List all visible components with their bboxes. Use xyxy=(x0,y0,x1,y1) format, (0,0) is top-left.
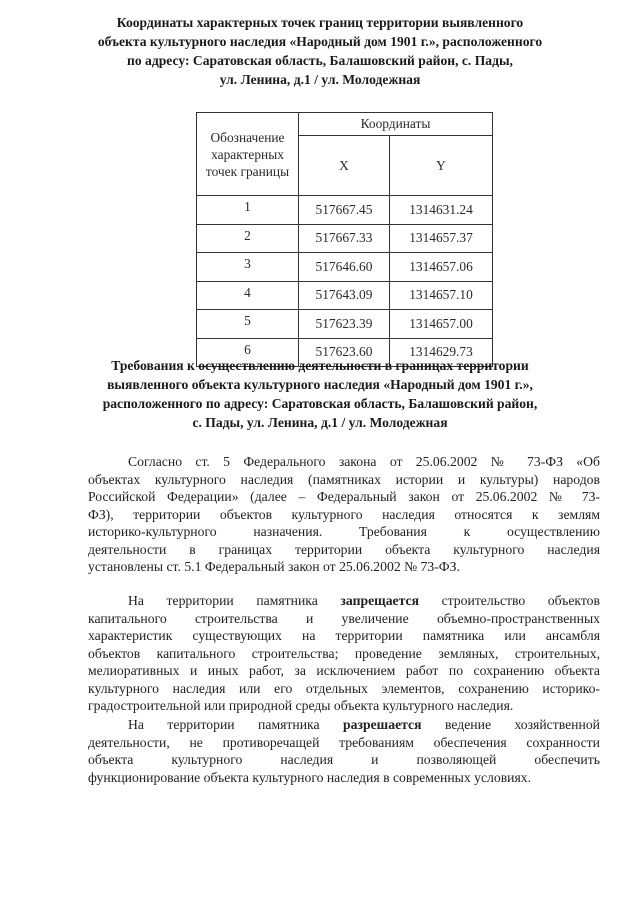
x-value: 517643.09 xyxy=(299,281,390,310)
y-value: 1314657.10 xyxy=(390,281,493,310)
paragraph-line: капитального строительства и увеличение объемно-пространственных xyxy=(88,610,600,626)
paragraph-line: На территории памятника запрещается строительство объектов xyxy=(128,593,600,608)
paragraph-line: деятельности в границах территории объекта культурного наследия xyxy=(88,541,600,557)
paragraph-line: объектов капитального строительства; проведение земляных, строительных, xyxy=(88,645,600,661)
paragraph-line: характеристик существующих на территории памятника или ансамбля xyxy=(88,628,600,643)
y-value: 1314631.24 xyxy=(390,196,493,225)
paragraph-line: На территории памятника разрешается ведение хозяйственной xyxy=(128,717,600,732)
point-number: 6 xyxy=(197,338,299,367)
paragraph-line: Согласно ст. 5 Федерального закона от 25.06.2002 № 73-ФЗ «Об xyxy=(128,454,600,469)
x-value: 517623.60 xyxy=(299,338,390,367)
heading-line: с. Пады, ул. Ленина, д.1 / ул. Молодежная xyxy=(192,415,448,430)
y-value: 1314629.73 xyxy=(390,338,493,367)
table-row xyxy=(197,310,493,339)
paragraph-line: деятельности, не противоречащей требованиям обеспечения сохранности xyxy=(88,734,600,750)
table-row xyxy=(197,224,493,253)
coordinates-heading xyxy=(60,13,580,89)
point-number: 3 xyxy=(197,253,299,282)
y-value: 1314657.37 xyxy=(390,224,493,253)
paragraph-line: объекта культурного наследия и позволяющей обеспечить xyxy=(88,752,600,767)
paragraph-line: культурного наследия или его отдельных элементов, сохранению историко- xyxy=(88,680,600,696)
table-row xyxy=(197,281,493,310)
x-value: 517667.45 xyxy=(299,196,390,225)
y-value: 1314657.06 xyxy=(390,253,493,282)
paragraph-line: градостроительной или природной среды объекта культурного наследия. xyxy=(88,698,514,713)
heading-line: Координаты характерных точек границ территории выявленного xyxy=(116,15,524,30)
point-number: 2 xyxy=(197,224,299,253)
prohibited-keyword: запрещается xyxy=(340,593,419,608)
prohibited-paragraph xyxy=(88,592,600,715)
x-value: 517646.60 xyxy=(299,253,390,282)
table-row xyxy=(197,196,493,225)
paragraph-line: Российской Федерации» (далее – Федеральный закон от 25.06.2002 № 73- xyxy=(88,489,600,504)
permitted-keyword: разрешается xyxy=(343,717,422,732)
y-value: 1314657.00 xyxy=(390,310,493,339)
heading-line: расположенного по адресу: Саратовская область, Балашовский район, xyxy=(102,396,538,411)
law-reference-paragraph xyxy=(88,453,600,576)
x-header: X xyxy=(299,136,390,196)
point-designation-header: Обозначение характерных точек границы xyxy=(197,113,299,196)
paragraph-line: ФЗ), территории объектов культурного наследия относятся к землям xyxy=(88,506,600,522)
x-value: 517623.39 xyxy=(299,310,390,339)
table-row xyxy=(197,253,493,282)
heading-line: выявленного объекта культурного наследия «Народный дом 1901 г.», xyxy=(107,377,533,392)
point-number: 5 xyxy=(197,310,299,339)
paragraph-line: функционирование объекта культурного наследия в современных условиях. xyxy=(88,769,532,785)
x-value: 517667.33 xyxy=(299,224,390,253)
permitted-paragraph xyxy=(88,716,600,786)
heading-line: объекта культурного наследия «Народный дом 1901 г.», расположенного xyxy=(97,34,543,49)
point-number: 4 xyxy=(197,281,299,310)
heading-line: ул. Ленина, д.1 / ул. Молодежная xyxy=(219,72,421,87)
paragraph-line: историко-культурного назначения. Требования к осуществлению xyxy=(88,524,600,539)
paragraph-line: установлены ст. 5.1 Федеральный закон от 25.06.2002 № 73-ФЗ. xyxy=(88,559,460,574)
coordinates-header: Координаты xyxy=(299,113,493,136)
y-header: Y xyxy=(390,136,493,196)
coordinates-table xyxy=(196,112,493,367)
heading-line: по адресу: Саратовская область, Балашовский район, с. Пады, xyxy=(127,53,513,68)
paragraph-line: объектах культурного наследия (памятниках истории и культуры) народов xyxy=(88,471,600,487)
requirements-heading xyxy=(60,356,580,432)
heading-line: Требования к осуществлению деятельности в границах территории xyxy=(111,358,529,373)
paragraph-line: мелиоративных и иных работ, за исключением работ по сохранению объекта xyxy=(88,663,600,678)
point-number: 1 xyxy=(197,196,299,225)
